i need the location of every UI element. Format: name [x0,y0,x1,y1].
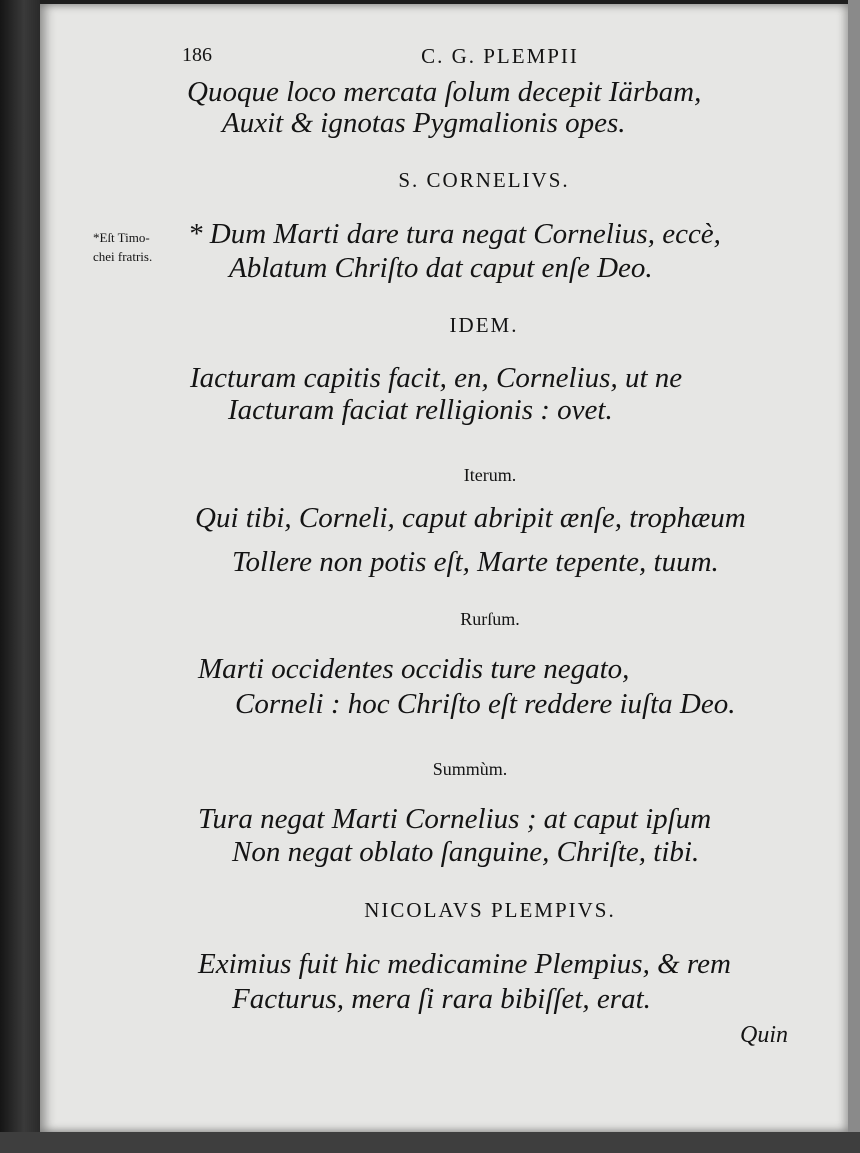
running-title: C. G. PLEMPII [421,44,579,68]
section-heading: Rurſum. [460,609,520,629]
page-number: 186 [182,44,212,66]
verse-line: Iacturam capitis facit, en, Cornelius, ut ne [190,362,683,394]
margin-note [93,228,152,266]
section-heading: IDEM. [449,313,519,337]
verse-line: Iacturam faciat relligionis : ovet. [228,394,613,426]
verse-line: Marti occidentes occidis ture negato, [198,653,630,685]
verse-line: Tollere non potis eſt, Marte tepente, tuum. [232,546,719,578]
verse-line: Facturus, mera ſi rara bibiſſet, erat. [232,983,651,1015]
verse-line: Qui tibi, Corneli, caput abripit ænſe, trophæum [195,502,746,534]
verse-line: Ablatum Chriſto dat caput enſe Deo. [229,252,653,284]
verse-line: Eximius fuit hic medicamine Plempius, & rem [198,948,731,980]
verse-line: Corneli : hoc Chriſto eſt reddere iuſta Deo. [235,688,736,720]
margin-note-line: chei fratris. [93,249,153,264]
section-heading: Iterum. [463,465,517,485]
section-heading: S. CORNELIVS. [398,168,570,192]
verse-line: Auxit & ignotas Pygmalionis opes. [222,107,626,139]
verse-line: Quoque loco mercata ſolum decepit Iärbam, [187,76,702,108]
margin-note-line: *Eſt Timo- [93,230,150,245]
catchword: Quin [740,1022,788,1048]
verse-line: * Dum Marti dare tura negat Cornelius, eccè, [188,218,721,250]
verse-line: Tura negat Marti Cornelius ; at caput ipſum [198,803,712,835]
verse-line: Non negat oblato ſanguine, Chriſte, tibi. [232,836,700,868]
section-heading: NICOLAVS PLEMPIVS. [364,898,616,922]
section-heading: Summùm. [432,759,508,779]
page-bottom-edge [0,1132,860,1153]
